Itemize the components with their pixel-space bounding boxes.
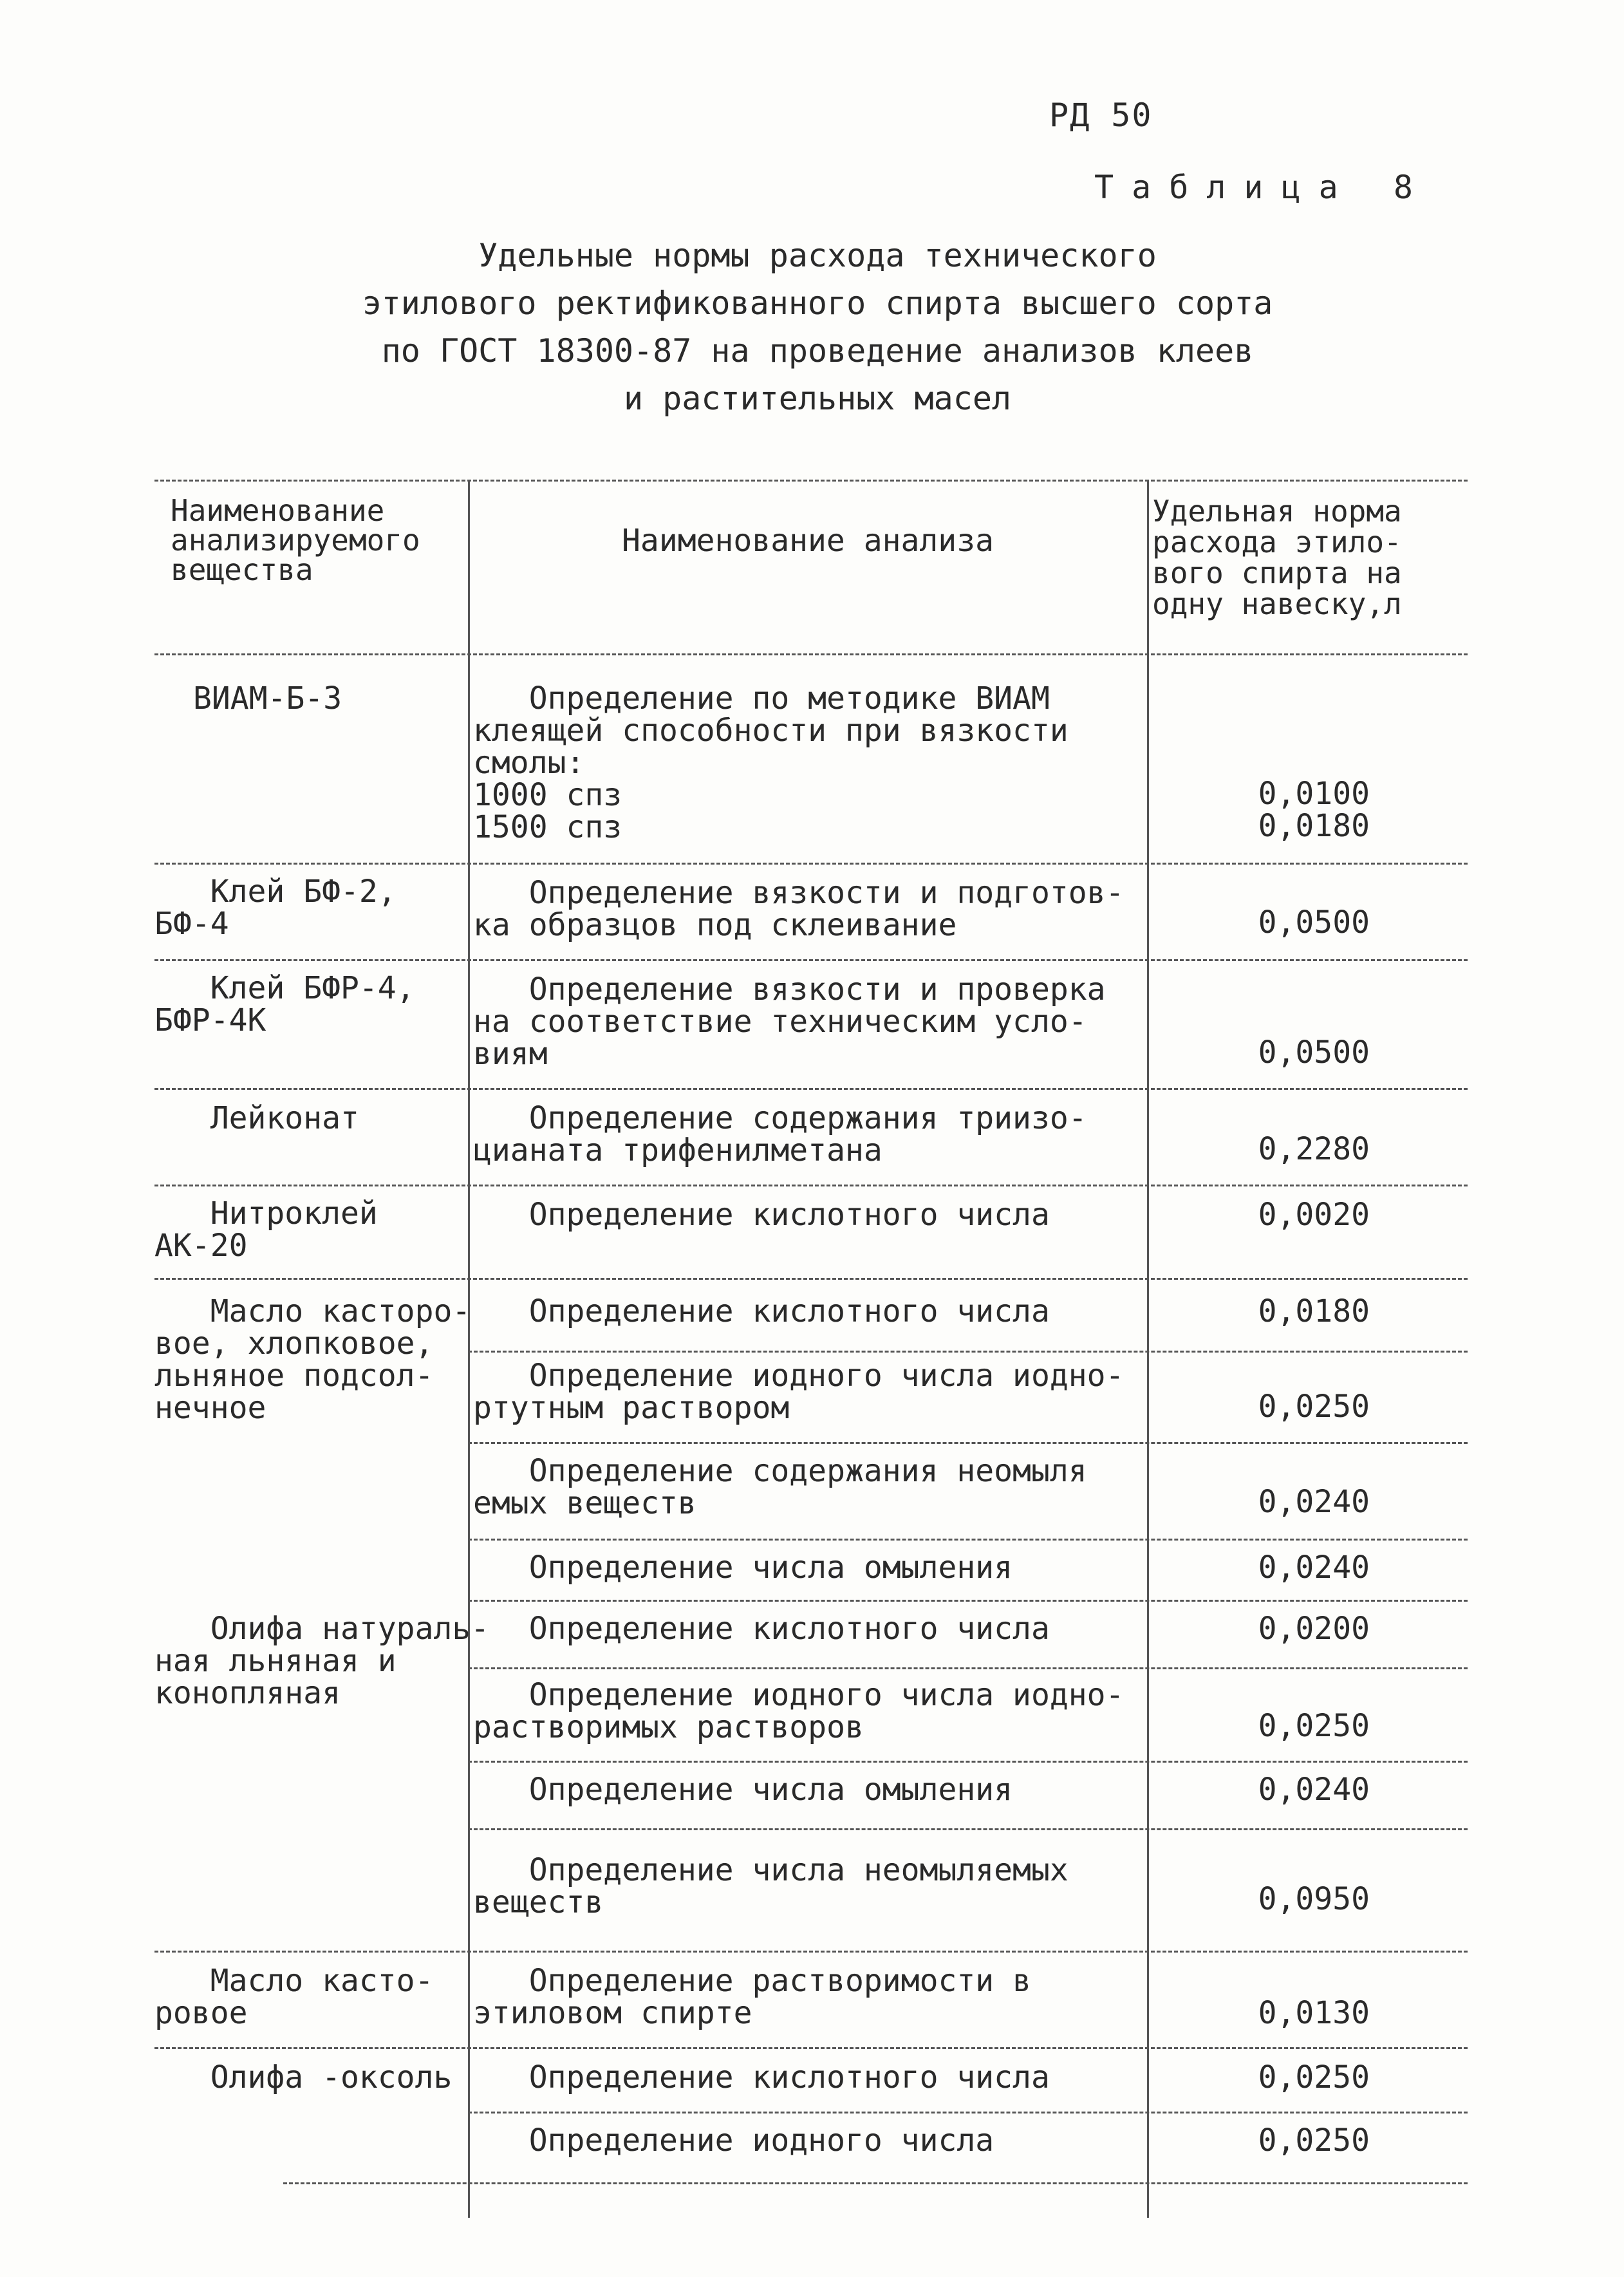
row-10-norm: 0,0200: [1258, 1611, 1370, 1647]
title-line-3: по ГОСТ 18300-87 на проведение анализов клеев: [381, 332, 1254, 370]
row-13-rule: [154, 1951, 1468, 1953]
title-line-2: этилового ректификованного спирта высшего сорта: [362, 285, 1273, 322]
row-4-substance: Лейконат: [154, 1100, 359, 1136]
row-2-analysis: Определение вязкости и подготов- ка образцов под склеивание: [473, 875, 1125, 943]
row-4-analysis: Определение содержания триизо- цианата трифенилметана: [473, 1100, 1087, 1168]
row-14-norm: 0,0130: [1258, 1995, 1370, 2031]
row-7-analysis: Определение иодного числа иодно- ртутным раствором: [473, 1358, 1125, 1426]
row-16-analysis: Определение иодного числа: [473, 2122, 994, 2159]
row-7-rule: [468, 1442, 1468, 1444]
row-8-norm: 0,0240: [1258, 1484, 1370, 1520]
row-13-analysis: Определение числа неомыляемых веществ: [473, 1852, 1069, 1920]
row-10-analysis: Определение кислотного числа: [473, 1611, 1050, 1647]
row-1-rule: [154, 863, 1468, 865]
row-2-substance: Клей БФ-2, БФ-4: [154, 874, 397, 942]
row-5-analysis: Определение кислотного числа: [473, 1197, 1050, 1233]
row-5-substance: Нитроклей АК-20: [154, 1195, 378, 1264]
row-13-norm: 0,0950: [1258, 1881, 1370, 1917]
row-15-norm: 0,0250: [1258, 2059, 1370, 2095]
header-analysis: Наименование анализа: [622, 523, 994, 559]
title-line-1: Удельные нормы расхода технического: [478, 237, 1157, 274]
row-5-norm: 0,0020: [1258, 1197, 1370, 1233]
document-code: РД 50: [1049, 97, 1153, 134]
row-14-analysis: Определение растворимости в этиловом спирте: [473, 1963, 1031, 2031]
row-7-norm: 0,0250: [1258, 1389, 1370, 1425]
row-6-rule: [468, 1351, 1468, 1353]
title-line-4: и растительных масел: [623, 380, 1012, 417]
row-1-substance: ВИАМ-Б-3: [193, 680, 342, 717]
row-6-norm: 0,0180: [1258, 1293, 1370, 1329]
header-substance: Наименование анализируемого вещества: [171, 493, 420, 587]
row-15-substance: Олифа -оксоль: [154, 2059, 453, 2095]
row-8-rule: [468, 1539, 1468, 1541]
row-8-analysis: Определение содержания неомыля емых веществ: [473, 1453, 1087, 1521]
row-15-analysis: Определение кислотного числа: [473, 2059, 1050, 2095]
row-14-substance: Масло касто- ровое: [154, 1963, 434, 2031]
row-1-analysis: Определение по методике ВИАМ клеящей способности при вязкости смолы: 1000 спз 1500 спз: [473, 680, 1069, 845]
header-bottom-rule: [154, 653, 1468, 655]
row-1-norm: 0,0100 0,0180: [1258, 776, 1370, 844]
row-14-rule: [154, 2047, 1468, 2049]
row-12-rule: [468, 1828, 1468, 1830]
column-divider-2: [1147, 480, 1149, 2218]
row-11-analysis: Определение иодного числа иодно- растворимых растворов: [473, 1677, 1125, 1745]
table-bottom-rule: [283, 2182, 1468, 2184]
row-10-rule: [468, 1667, 1468, 1669]
row-15-rule: [468, 2112, 1468, 2113]
row-2-rule: [154, 959, 1468, 961]
table-top-rule: [154, 480, 1468, 482]
row-16-norm: 0,0250: [1258, 2122, 1370, 2159]
row-4-rule: [154, 1185, 1468, 1186]
row-11-rule: [468, 1761, 1468, 1763]
row-10-substance: Олифа натураль- ная льняная и конопляная: [154, 1611, 490, 1711]
row-12-norm: 0,0240: [1258, 1772, 1370, 1808]
row-12-analysis: Определение числа омыления: [473, 1772, 1013, 1808]
row-11-norm: 0,0250: [1258, 1708, 1370, 1744]
row-3-substance: Клей БФР-4, БФР-4К: [154, 970, 415, 1038]
row-4-norm: 0,2280: [1258, 1131, 1370, 1167]
row-6-substance: Масло касторо- вое, хлопковое, льняное подсол- нечное: [154, 1293, 471, 1426]
row-3-analysis: Определение вязкости и проверка на соответствие техническим усло- виям: [473, 971, 1106, 1072]
row-9-norm: 0,0240: [1258, 1550, 1370, 1586]
row-5-rule: [154, 1278, 1468, 1280]
header-norm: Удельная норма расхода этило- вого спирта на одну навеску,л: [1152, 494, 1402, 621]
row-9-rule: [468, 1600, 1468, 1602]
row-2-norm: 0,0500: [1258, 904, 1370, 941]
table-label: Таблица 8: [1094, 169, 1431, 206]
row-9-analysis: Определение числа омыления: [473, 1550, 1013, 1586]
row-3-rule: [154, 1088, 1468, 1090]
table-title: [270, 232, 1365, 422]
row-6-analysis: Определение кислотного числа: [473, 1293, 1050, 1329]
row-3-norm: 0,0500: [1258, 1035, 1370, 1071]
